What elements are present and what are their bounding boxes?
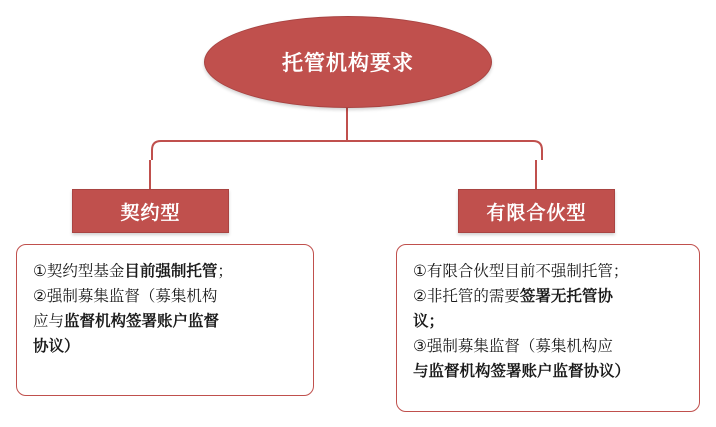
root-node [204,16,492,108]
branch-node-contractual [72,189,229,233]
detail-line: ②强制募集监督（募集机构 [33,287,218,306]
detail-box-limited-partnership [396,244,700,412]
detail-line: 协议） [33,337,80,356]
detail-line: 议； [413,312,445,331]
branch-node-limited-partnership [458,189,615,233]
root-node-label: 托管机构要求 [282,52,414,75]
detail-line: 应与监督机构签署账户监督 [33,312,220,331]
detail-line: ③强制募集监督（募集机构应 [413,337,613,356]
detail-line: ①有限合伙型目前不强制托管； [413,262,629,280]
branch-node-contractual-label: 契约型 [120,202,181,224]
branch-node-limited-partnership-label: 有限合伙型 [486,202,587,224]
detail-line: 与监督机构签署账户监督协议） [413,362,631,381]
detail-line: ②非托管的需要签署无托管协 [413,287,613,306]
detail-line: ①契约型基金目前强制托管； [33,262,233,280]
detail-box-contractual [16,244,314,396]
